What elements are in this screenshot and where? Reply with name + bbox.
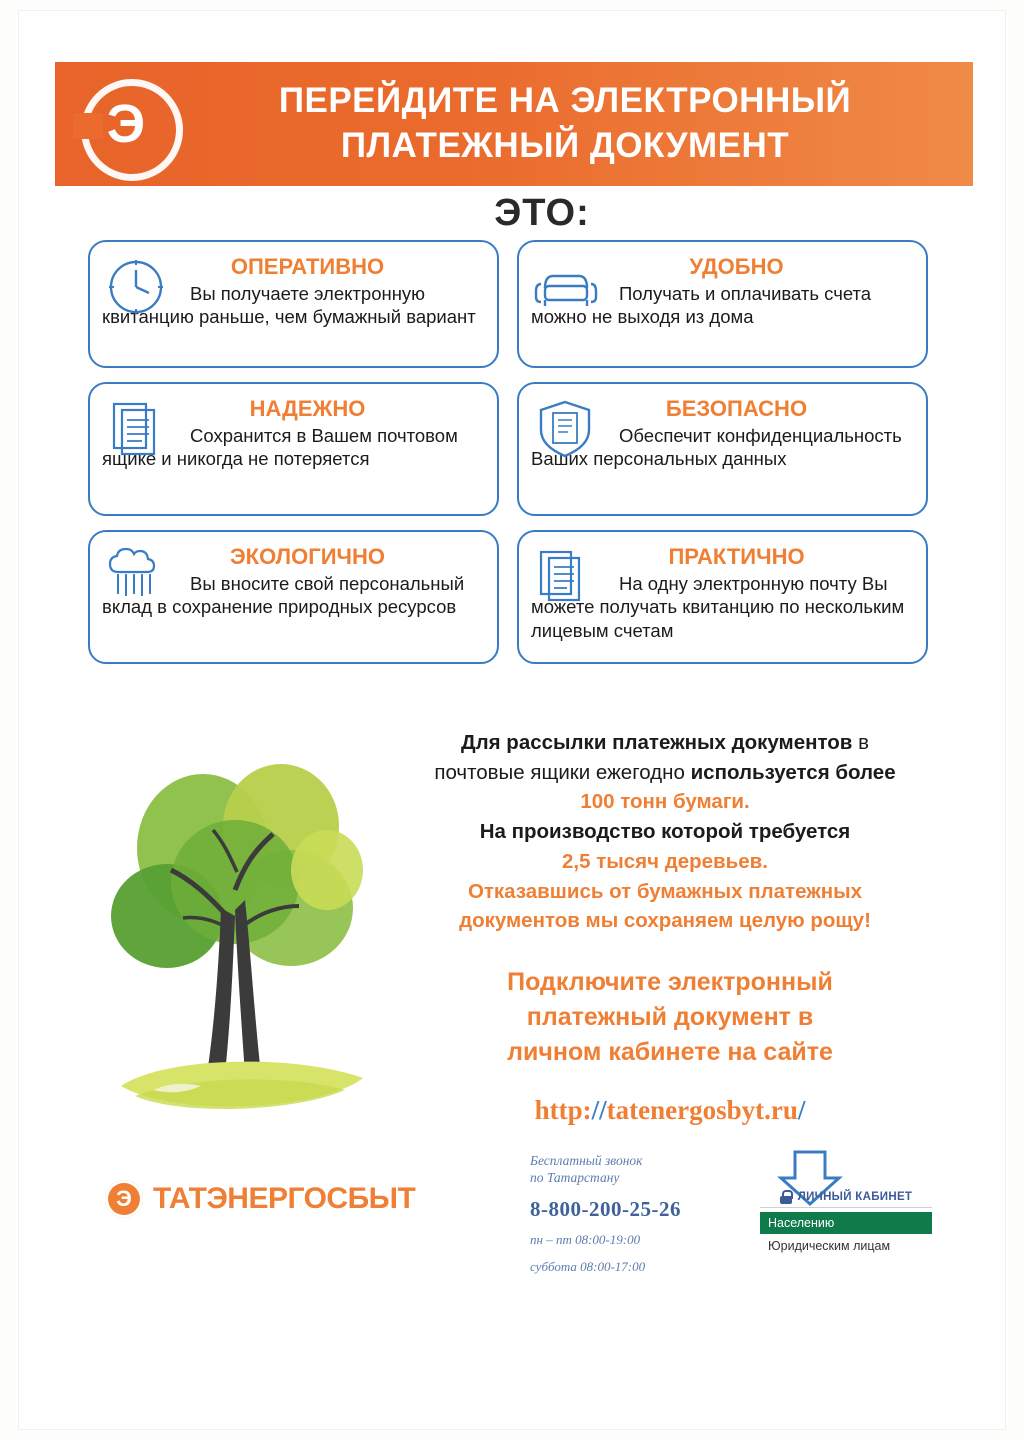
- page-title: [185, 79, 973, 169]
- fact-line-4: На производство которой требуется: [479, 820, 851, 844]
- benefit-text: Вы получаете электронную квитанцию раньше, чем бумажный вариант: [102, 283, 476, 328]
- menu-item-naseleniyu[interactable]: Населению: [760, 1212, 932, 1234]
- fact-line-6: Отказавшись от бумажных платежных: [467, 879, 863, 903]
- benefit-card-bezopasno: [517, 382, 928, 516]
- benefit-text: На одну электронную почту Вы можете получать квитанцию по нескольким лицевым счетам: [531, 573, 905, 641]
- tree-illustration: [95, 730, 415, 1150]
- tatenergosbyt-round-logo-icon: Э: [105, 1180, 143, 1218]
- benefit-card-udobno: [517, 240, 928, 368]
- benefit-card-praktichno: [517, 530, 928, 664]
- trees-icon: [104, 544, 176, 610]
- clock-icon: [104, 254, 176, 320]
- subtitle: ЭТО:: [494, 192, 590, 234]
- fact-line-3: 100 тонн бумаги.: [580, 790, 750, 814]
- website-url[interactable]: [400, 1095, 940, 1126]
- brand-name: [153, 1182, 415, 1216]
- benefit-title: УДОБНО: [689, 254, 784, 279]
- menu-item-yuridicheskim-licam[interactable]: Юридическим лицам: [768, 1239, 891, 1253]
- benefit-title: ОПЕРАТИВНО: [230, 254, 385, 279]
- url-slashes: //: [591, 1095, 607, 1125]
- phone-number[interactable]: 8-800-200-25-26: [530, 1196, 681, 1221]
- benefit-text: Вы вносите свой персональный вклад в сохранение природных ресурсов: [102, 573, 465, 618]
- fact-block: [380, 728, 950, 936]
- benefit-card-ekologichno: [88, 530, 499, 664]
- benefit-text: Получать и оплачивать счета можно не выходя из дома: [531, 283, 872, 328]
- benefit-text: Сохранится в Вашем почтовом ящике и никогда не потеряется: [102, 425, 458, 470]
- benefit-text: Обеспечит конфиденциальность Ваших персональных данных: [531, 425, 902, 470]
- cta-line-1: Подключите электронный: [507, 968, 833, 996]
- fact-line-5: 2,5 тысяч деревьев.: [562, 849, 768, 873]
- cta-line-2: платежный документ в: [526, 1003, 814, 1031]
- contact-block: [530, 1153, 760, 1276]
- brand-rest: ЭНЕРГОСБЫТ: [206, 1182, 416, 1215]
- hours-line1: пн – пт 08:00-19:00: [530, 1231, 641, 1247]
- personal-cabinet-label: ЛИЧНЫЙ КАБИНЕТ: [797, 1191, 913, 1203]
- header-banner: [55, 62, 973, 186]
- fact-line-2: почтовые ящики ежегодно используется более: [434, 760, 896, 784]
- shield-document-icon: [533, 396, 605, 462]
- documents-icon: [104, 396, 176, 462]
- url-domain: tatenergosbyt.ru: [606, 1095, 798, 1125]
- documents-stack-icon: [533, 544, 605, 610]
- footer-brand: [105, 1180, 415, 1218]
- benefit-card-nadezhno: [88, 382, 499, 516]
- benefit-title: НАДЕЖНО: [249, 396, 366, 421]
- url-prefix: http:: [534, 1095, 592, 1125]
- personal-cabinet-header[interactable]: [760, 1190, 932, 1208]
- page-title-line2: ПЛАТЕЖНЫЙ ДОКУМЕНТ: [340, 126, 790, 165]
- free-call-note-line2: по Татарстану: [530, 1169, 620, 1185]
- benefit-title: ЭКОЛОГИЧНО: [230, 544, 385, 569]
- personal-cabinet-widget: [760, 1190, 932, 1258]
- free-call-note-line1: Бесплатный звонок: [530, 1153, 643, 1168]
- benefit-card-operativno: [88, 240, 499, 368]
- armchair-icon: [533, 254, 605, 320]
- hours-line2: суббота 08:00-17:00: [530, 1258, 646, 1274]
- benefits-grid: [88, 240, 944, 664]
- fact-line-1: Для рассылки платежных документов в: [461, 731, 869, 754]
- call-to-action: [400, 965, 940, 1070]
- fact-line-7: документов мы сохраняем целую рощу!: [459, 909, 871, 933]
- lock-icon: [780, 1190, 792, 1204]
- brand-prefix: ТАТ: [153, 1182, 207, 1215]
- tatenergosbyt-e-logo-icon: Э: [67, 65, 185, 183]
- cta-line-3: личном кабинете на сайте: [507, 1038, 833, 1066]
- url-tail: /: [797, 1095, 806, 1125]
- benefit-title: БЕЗОПАСНО: [665, 396, 808, 421]
- benefit-title: ПРАКТИЧНО: [668, 544, 805, 569]
- page-title-line1: ПЕРЕЙДИТЕ НА ЭЛЕКТРОННЫЙ: [278, 81, 852, 121]
